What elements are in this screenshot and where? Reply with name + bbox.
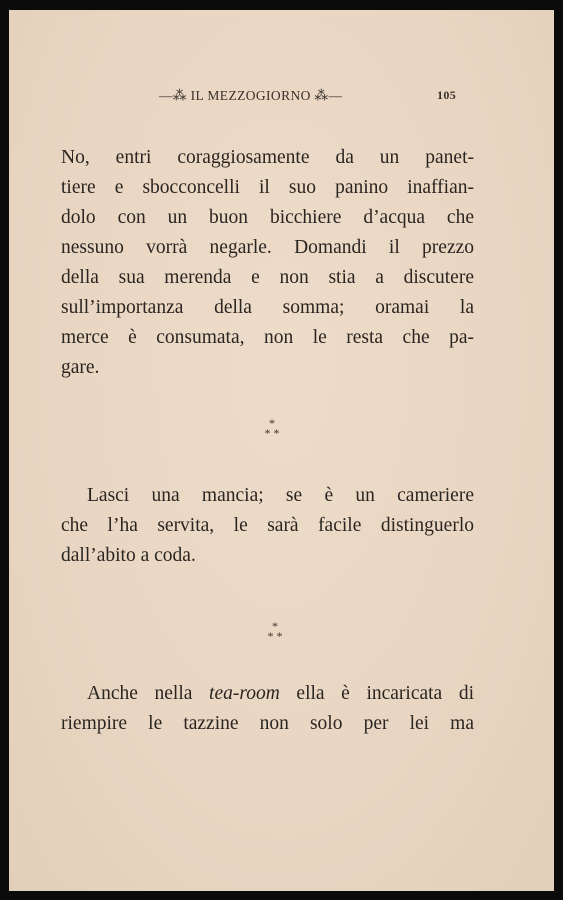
text-line: che l’ha servita, le sarà facile distinguerlo: [61, 515, 474, 536]
text-line: della sua merenda e non stia a discutere: [61, 267, 474, 288]
asterism-top: *: [269, 416, 275, 430]
italic-term: tea-room: [209, 683, 280, 704]
asterism-bottom: * *: [267, 629, 283, 643]
text-line: dolo con un buon bicchiere d’acqua che: [61, 207, 474, 228]
section-separator: [252, 418, 292, 438]
text-line: dall’abito a coda.: [61, 545, 196, 566]
text-line: merce è consumata, non le resta che pa-: [61, 327, 474, 348]
paragraph-3: [61, 679, 474, 739]
text-line: riempire le tazzine non solo per lei ma: [61, 713, 474, 734]
paragraph-2: [61, 481, 474, 571]
text-run: ella è incaricata di: [279, 683, 474, 704]
running-head: —⁂ IL MEZZOGIORNO ⁂—: [159, 88, 343, 103]
section-separator: [255, 621, 295, 641]
page-number: 105: [437, 88, 457, 102]
text-line: tiere e sbocconcelli il suo panino inaffian-: [61, 177, 474, 198]
text-line: [61, 679, 474, 709]
text-line: No, entri coraggiosamente da un panet-: [61, 147, 474, 168]
text-line: gare.: [61, 357, 100, 378]
paragraph-1: [61, 143, 474, 383]
page-header: [9, 78, 554, 102]
asterism-bottom: * *: [264, 426, 280, 440]
asterism-top: *: [272, 619, 278, 633]
text-run: Anche nella: [87, 683, 210, 704]
text-line: sull’importanza della somma; oramai la: [61, 297, 474, 318]
book-page: [9, 10, 554, 891]
text-line: Lasci una mancia; se è un cameriere: [87, 485, 474, 506]
text-line: nessuno vorrà negarle. Domandi il prezzo: [61, 237, 474, 258]
